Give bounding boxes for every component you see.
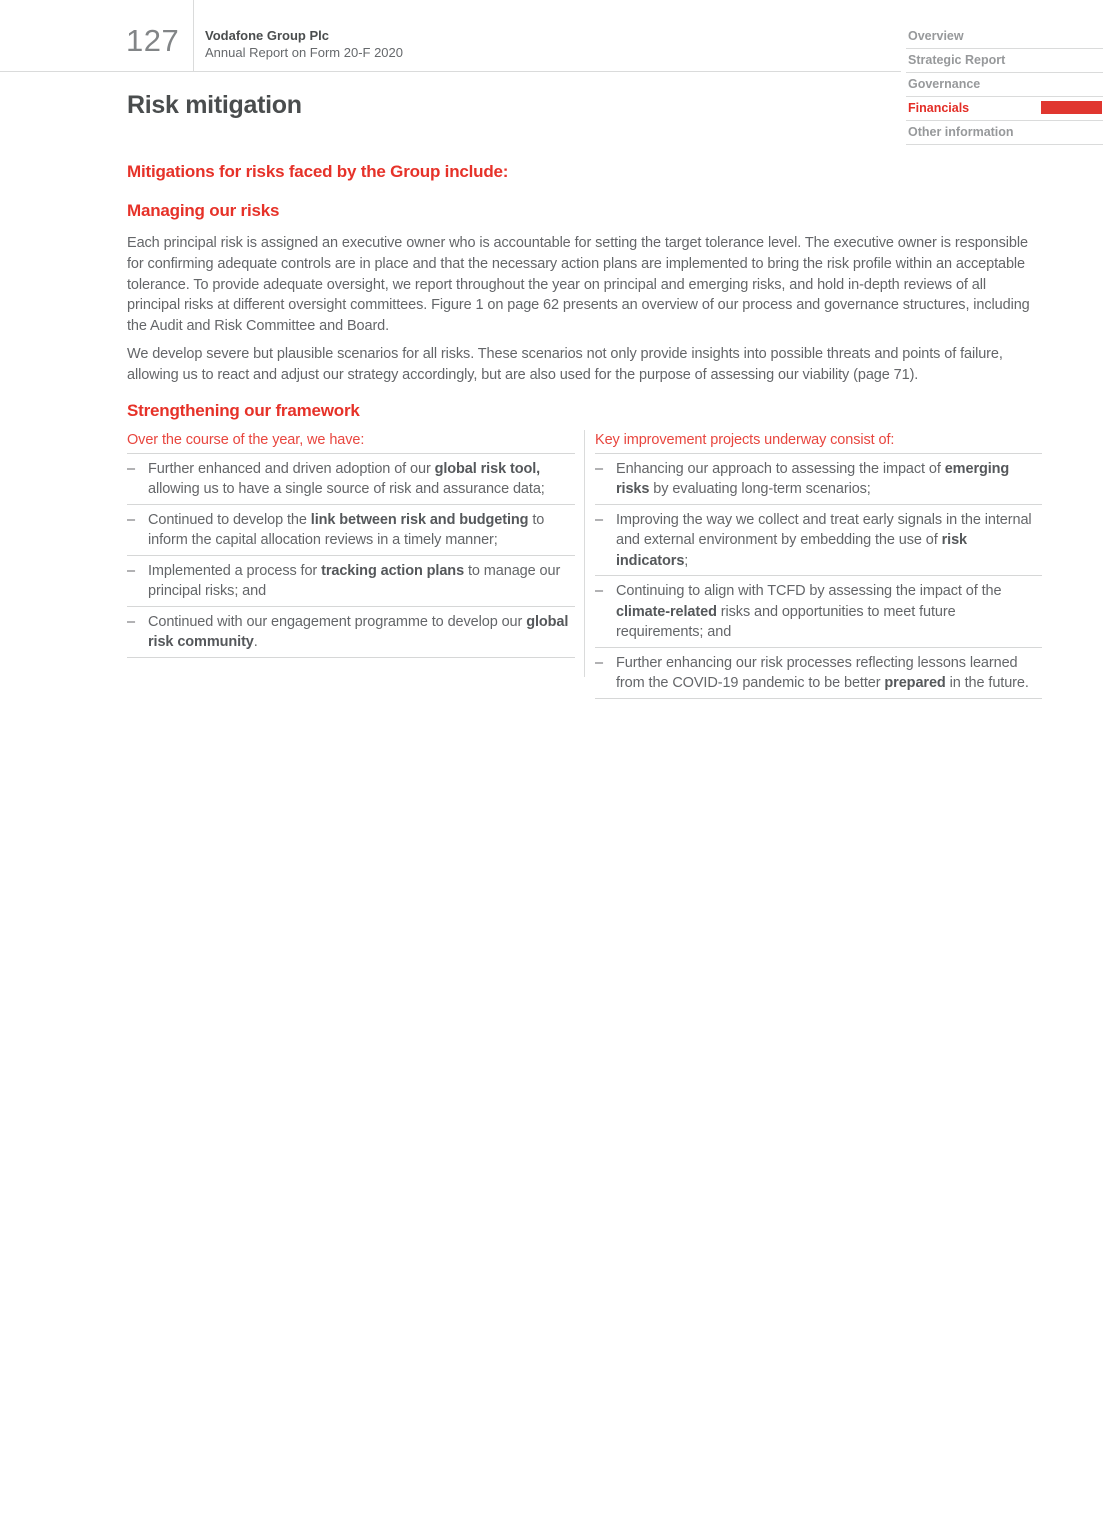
- list-item-text: Further enhancing our risk processes reflecting lessons learned from the COVID-19 pandemic to be better prepared in the future.: [616, 654, 1029, 692]
- list-item-text: Implemented a process for tracking action plans to manage our principal risks; and: [148, 562, 561, 600]
- list-item-text: Improving the way we collect and treat early signals in the internal and external environment by embedding the use of risk indicators;: [616, 511, 1032, 569]
- column-divider: [584, 430, 585, 677]
- nav-item-label: Financials: [908, 101, 970, 115]
- framework-column-2: [595, 432, 1042, 699]
- nav-item-label: Strategic Report: [908, 53, 1006, 67]
- dash-bullet: –: [595, 511, 604, 528]
- intro-heading: Mitigations for risks faced by the Group include:: [127, 162, 509, 181]
- list-item: [595, 576, 1042, 648]
- dash-bullet: –: [595, 654, 604, 671]
- header-vertical-divider: [193, 0, 194, 71]
- list-item-text: Continued with our engagement programme to develop our global risk community.: [148, 613, 569, 651]
- list-item: [127, 454, 575, 505]
- framework-column-1: [127, 432, 575, 699]
- dash-bullet: –: [127, 562, 136, 579]
- list-item: [127, 607, 575, 658]
- dash-bullet: –: [595, 583, 604, 600]
- body-paragraph: Each principal risk is assigned an executive owner who is accountable for setting the target tolerance level. The executive owner is responsible for confirming adequate controls are in place and that the necessary action plans are implemented to bring the risk profile within an acceptable tolerance. To provide adequate oversight, we report throughout the year on principal and emerging risks, and hold in-depth reviews of all principal risks at different oversight committees. Figure 1 on page 62 presents an overview of our process and governance structures, including the Audit and Risk Committee and Board.: [127, 235, 1030, 335]
- nav-item-label: Overview: [908, 29, 964, 43]
- list-item: [595, 454, 1042, 505]
- company-name: Vodafone Group Plc: [205, 28, 329, 43]
- list-item-text: Continuing to align with TCFD by assessing the impact of the climate-related risks and opportunities to meet future requirements; and: [616, 583, 1002, 641]
- nav-item-label: Governance: [908, 77, 981, 91]
- body-paragraph: We develop severe but plausible scenarios for all risks. These scenarios not only provide insights into possible threats and points of failure, allowing us to react and adjust our strategy accordingly, but are also used for the purpose of assessing our viability (page 71).: [127, 345, 1003, 383]
- report-title: Annual Report on Form 20-F 2020: [205, 45, 403, 60]
- list-item: [595, 648, 1042, 699]
- list-item: [127, 556, 575, 607]
- active-section-bar: [1041, 101, 1102, 114]
- company-block: [205, 28, 403, 61]
- page-title: Risk mitigation: [127, 91, 302, 119]
- strengthening-heading: Strengthening our framework: [127, 400, 360, 420]
- column-header: Key improvement projects underway consist of:: [595, 432, 1042, 454]
- managing-paragraphs: [127, 233, 1042, 386]
- dash-bullet: –: [595, 460, 604, 477]
- column-header: Over the course of the year, we have:: [127, 432, 575, 454]
- nav-item-strategic-report[interactable]: [906, 49, 1103, 73]
- nav-item-overview[interactable]: [906, 25, 1103, 49]
- list-item-text: Continued to develop the link between risk and budgeting to inform the capital allocation reviews in a timely manner;: [148, 511, 545, 549]
- page-number: 127: [126, 23, 180, 58]
- dash-bullet: –: [127, 460, 136, 477]
- managing-risks-heading: Managing our risks: [127, 201, 280, 220]
- header-rule: [0, 71, 901, 72]
- list-item-text: Further enhanced and driven adoption of our global risk tool, allowing us to have a single source of risk and assurance data;: [148, 460, 545, 498]
- list-item: [595, 505, 1042, 577]
- dash-bullet: –: [127, 613, 136, 630]
- nav-item-label: Other information: [908, 125, 1014, 139]
- framework-columns: [127, 432, 1042, 699]
- list-item-text: Enhancing our approach to assessing the impact of emerging risks by evaluating long-term scenarios;: [616, 460, 1010, 498]
- list-item: [127, 505, 575, 556]
- main-content: [127, 90, 1042, 699]
- dash-bullet: –: [127, 511, 136, 528]
